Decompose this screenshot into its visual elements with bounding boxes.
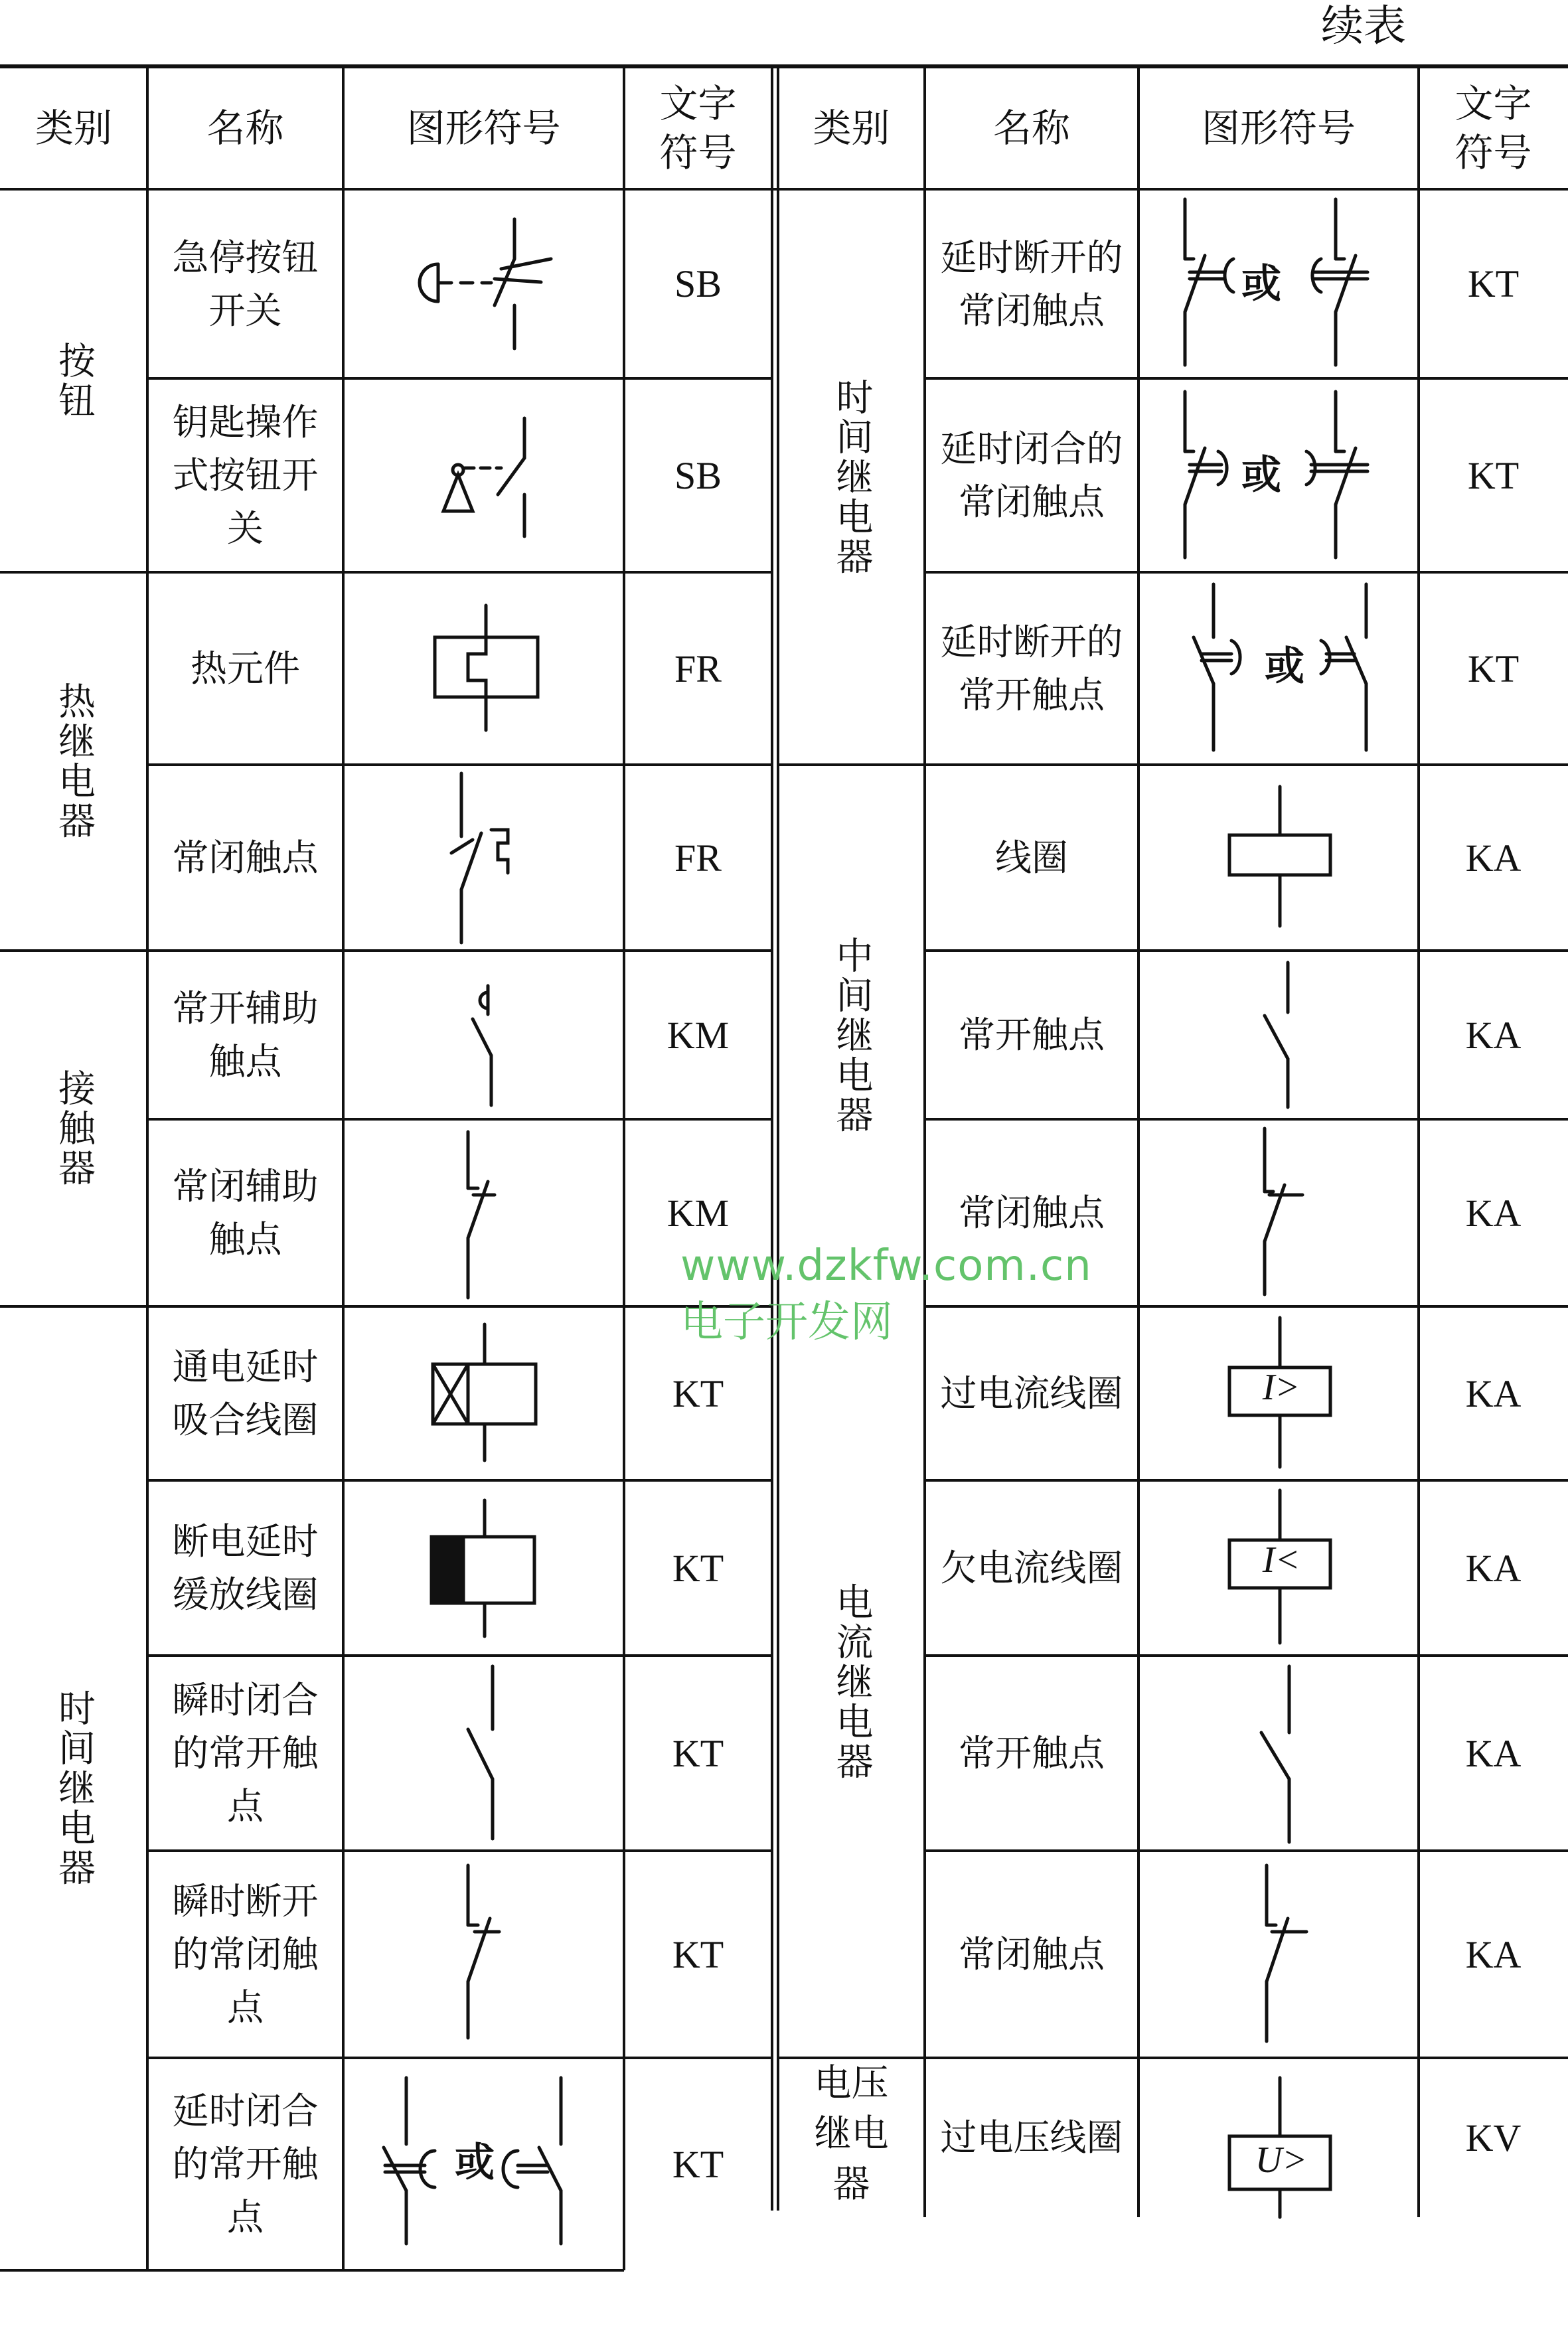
left-row-name: 通电延时吸合线圈 — [172, 1346, 319, 1441]
left-row-code: KM — [666, 1013, 730, 1057]
category-time-relay-right: 时间继电器 — [830, 377, 874, 577]
header-name-right: 名称 — [992, 105, 1070, 151]
symbol-or-label: 或 — [455, 2140, 495, 2186]
left-row-code: KT — [672, 1371, 724, 1415]
left-row-name: 断电延时缓放线圈 — [172, 1520, 319, 1616]
right-row-code: KA — [1465, 836, 1522, 880]
nc-aux-contact-symbol — [468, 1132, 495, 1298]
category-current-relay: 电流继电器 — [830, 1583, 874, 1782]
category-intermediate-relay: 中间继电器 — [830, 936, 874, 1135]
instant-no-contact-symbol — [468, 1666, 493, 1839]
left-row-name: 钥匙操作式按钮开关 — [172, 401, 319, 550]
right-row-code: KV — [1465, 2116, 1522, 2159]
left-row-name: 瞬时闭合的常开触点 — [172, 1679, 319, 1828]
nc-contact-symbol — [1265, 1129, 1302, 1294]
right-row-name: 线圈 — [994, 836, 1068, 879]
right-row-name: 过电压线圈 — [940, 2116, 1123, 2159]
header-name-left: 名称 — [206, 105, 284, 151]
left-row-code: SB — [674, 453, 722, 497]
left-row-code: SB — [674, 262, 722, 305]
right-row-code: KA — [1465, 1546, 1522, 1590]
left-row-code: KT — [672, 1546, 724, 1590]
header-code-left: 文字符号 — [659, 80, 737, 175]
header-symbol-left: 图形符号 — [406, 105, 561, 151]
off-delay-coil-symbol — [431, 1500, 534, 1636]
left-row-code: KT — [672, 1731, 724, 1775]
no-contact-symbol — [1265, 963, 1288, 1107]
right-row-code: KA — [1465, 1013, 1522, 1057]
category-time-relay-left: 时间继电器 — [52, 1689, 96, 1888]
left-row-name: 瞬时断开的常闭触点 — [172, 1880, 319, 2029]
right-row-name: 延时断开的常开触点 — [940, 621, 1123, 716]
right-row-name: 常开触点 — [958, 1732, 1105, 1774]
left-row-name: 延时闭合的常开触点 — [172, 2090, 319, 2238]
left-row-code: KT — [672, 1932, 724, 1976]
left-row-code: KT — [672, 2142, 724, 2186]
left-row-name: 急停按钮开关 — [172, 236, 319, 332]
watermark-name: 电子开发网 — [680, 1298, 893, 1347]
category-thermal-relay: 热继电器 — [52, 682, 96, 841]
right-row-name: 常闭触点 — [958, 1933, 1105, 1976]
under-current-label: I< — [1262, 1539, 1300, 1581]
instant-nc-contact-symbol — [468, 1865, 499, 2038]
header-category-right: 类别 — [813, 105, 890, 151]
no-contact-symbol — [1261, 1666, 1289, 1842]
left-row-name: 常闭辅助触点 — [172, 1165, 319, 1261]
right-row-code: KA — [1465, 1191, 1522, 1235]
right-row-code: KT — [1467, 647, 1520, 690]
left-row-name: 常开辅助触点 — [172, 987, 319, 1083]
right-row-code: KT — [1467, 262, 1520, 305]
thermal-element-symbol — [435, 605, 538, 730]
over-current-label: I> — [1262, 1367, 1300, 1408]
right-row-name: 欠电流线圈 — [940, 1547, 1123, 1589]
left-row-code: KM — [666, 1191, 730, 1235]
right-row-name: 常闭触点 — [958, 1192, 1105, 1234]
emergency-stop-symbol — [420, 219, 551, 349]
left-row-code: FR — [674, 836, 722, 880]
category-button: 按钮 — [52, 341, 96, 421]
right-row-name: 延时闭合的常闭触点 — [940, 428, 1123, 523]
no-aux-contact-symbol — [473, 986, 491, 1105]
right-row-code: KA — [1465, 1932, 1522, 1976]
left-row-code: FR — [674, 647, 722, 690]
watermark-url: www.dzkfw.com.cn — [680, 1241, 1092, 1290]
symbol-or-label: 或 — [1265, 643, 1304, 690]
header-category-left: 类别 — [35, 105, 112, 151]
right-row-name: 延时断开的常闭触点 — [940, 236, 1123, 332]
right-row-code: KA — [1465, 1731, 1522, 1775]
coil-symbol — [1229, 787, 1330, 926]
thermal-nc-contact-symbol — [451, 773, 508, 943]
header-code-right: 文字符号 — [1454, 80, 1532, 175]
right-row-code: KT — [1467, 453, 1520, 497]
symbol-or-label: 或 — [1241, 452, 1281, 499]
over-voltage-label: U> — [1255, 2140, 1308, 2181]
on-delay-coil-symbol — [433, 1324, 536, 1460]
right-row-code: KA — [1465, 1371, 1522, 1415]
symbol-or-label: 或 — [1241, 261, 1281, 307]
category-contactor: 接触器 — [52, 1069, 96, 1188]
key-operated-symbol — [443, 418, 524, 536]
right-row-name: 常开触点 — [958, 1014, 1105, 1056]
right-row-name: 过电流线圈 — [940, 1372, 1123, 1415]
category-voltage-relay: 电压继电器 — [814, 2062, 889, 2206]
left-row-name: 热元件 — [190, 647, 300, 690]
nc-contact-symbol — [1267, 1865, 1306, 2041]
table-caption: 续表 — [1321, 2, 1406, 51]
left-row-name: 常闭触点 — [172, 836, 319, 879]
header-symbol-right: 图形符号 — [1201, 105, 1356, 151]
